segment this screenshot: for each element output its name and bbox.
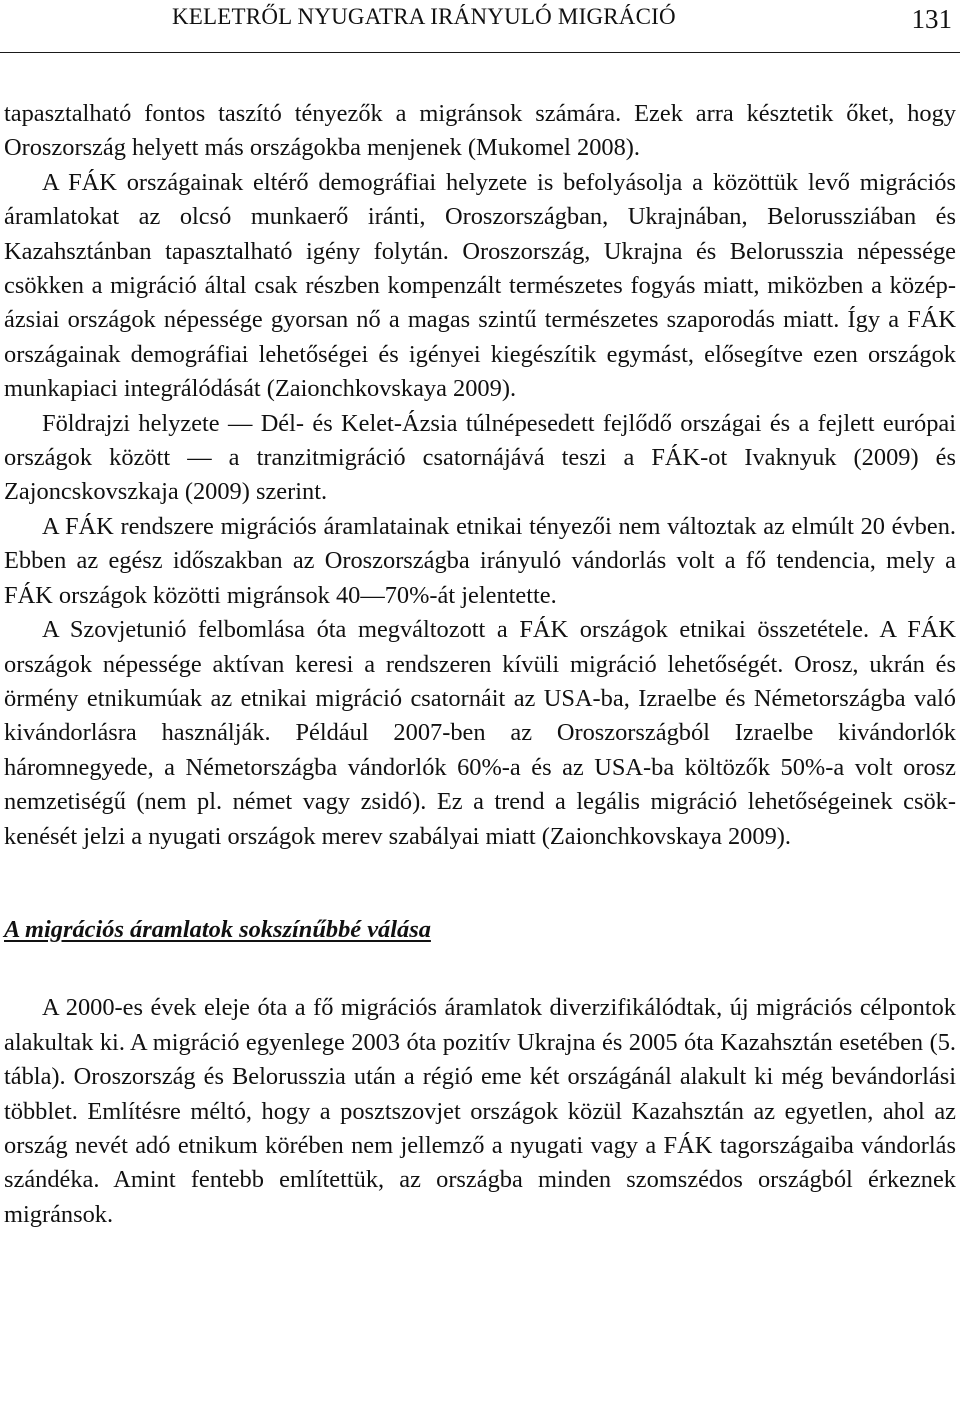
paragraph-demography: A FÁK országainak eltérő demográfiai helyzete is befolyásolja a közöttük levő migrációs áramlatokat az olcsó munkaerő iránti, Oroszországban, Ukrajnában, Belorussziában és Kazahsztánban tapasztalható igény folytán. Oroszország, Ukrajna és Belorusszia népessége csökken a migráció által csak részben kompenzált természetes fogyás miatt, miközben a közép-ázsiai országok népessége gyorsan nő a magas szintű természetes szaporodás miatt. Így a FÁK országainak demográfiai lehetőségei és igényei kiegészítik egymást, elősegítve ezen országok munkapiaci integrálódását (Zaionchkovskaya 2009). — [4, 168, 956, 403]
paragraph-continuation: tapasztalható fontos taszító tényezők a migránsok számára. Ezek arra késztetik őket, hogy Oroszország helyett más országokba menjenek (Mukomel 2008). — [4, 100, 956, 162]
paragraph-geography: Földrajzi helyzete ― Dél- és Kelet-Ázsia túlnépesedett fejlődő országai és a fejlett európai országok között ― a tranzitmigráció csatornájává teszi a FÁK-ot Ivaknyuk (2009) és Zajoncskovszkaja (2009) szerint. — [4, 409, 956, 506]
page-number: 131 — [911, 4, 952, 34]
body-text — [4, 97, 956, 1232]
running-header-title: KELETRŐL NYUGATRA IRÁNYULÓ MIGRÁCIÓ — [172, 4, 676, 29]
section-heading: A migrációs áramlatok sokszínűbbé válása — [4, 915, 431, 943]
paragraph-ethnic-factors: A FÁK rendszere migrációs áramlatainak etnikai tényezői nem változtak az elmúlt 20 évben. Ebben az egész időszakban az Oroszországba irányuló vándorlás volt a fő tendencia, mely a FÁK országok közötti migránsok 40―70%-át jelentette. — [4, 512, 956, 609]
running-header — [0, 0, 960, 53]
paragraph-ethnic-composition: A Szovjetunió felbomlása óta megváltozott a FÁK országok etnikai összetétele. A FÁK országok népessége aktívan keresi a rendszeren kívüli migráció lehetőségét. Orosz, ukrán és örmény etnikumúak az etnikai migráció csatornáit az USA-ba, Izraelbe és Németországba való kivándorlásra használják. Például 2007-ben az Oroszországból Izraelbe kivándorlók háromnegyede, a Németországba vándorlók 60%-a és az USA-ba költözők 50%-a volt orosz nemzetiségű (nem pl. német vagy zsidó). Ez a trend a legális migráció lehetőségeinek csökkenését jelzi a nyugati országok merev szabályai miatt (Zaionchkovskaya 2009). — [4, 616, 956, 850]
paragraph-diversification: A 2000-es évek eleje óta a fő migrációs áramlatok diverzifikálódtak, új migrációs célpontok alakultak ki. A migráció egyenlege 2003 óta pozitív Ukrajna és 2005 óta Kazahsztán esetében (5. tábla). Oroszország és Belorusszia után a régió eme két országánál alakult ki még bevándorlási többlet. Említésre méltó, hogy a posztszovjet országok közül Kazahsztán az egyetlen, ahol az ország nevét adó etnikum körében nem jellemző a nyugati vagy a FÁK tagországaiba vándorlás szándéka. Amint fentebb említettük, az országba minden szomszédos országból érkeznek migránsok. — [4, 994, 956, 1228]
